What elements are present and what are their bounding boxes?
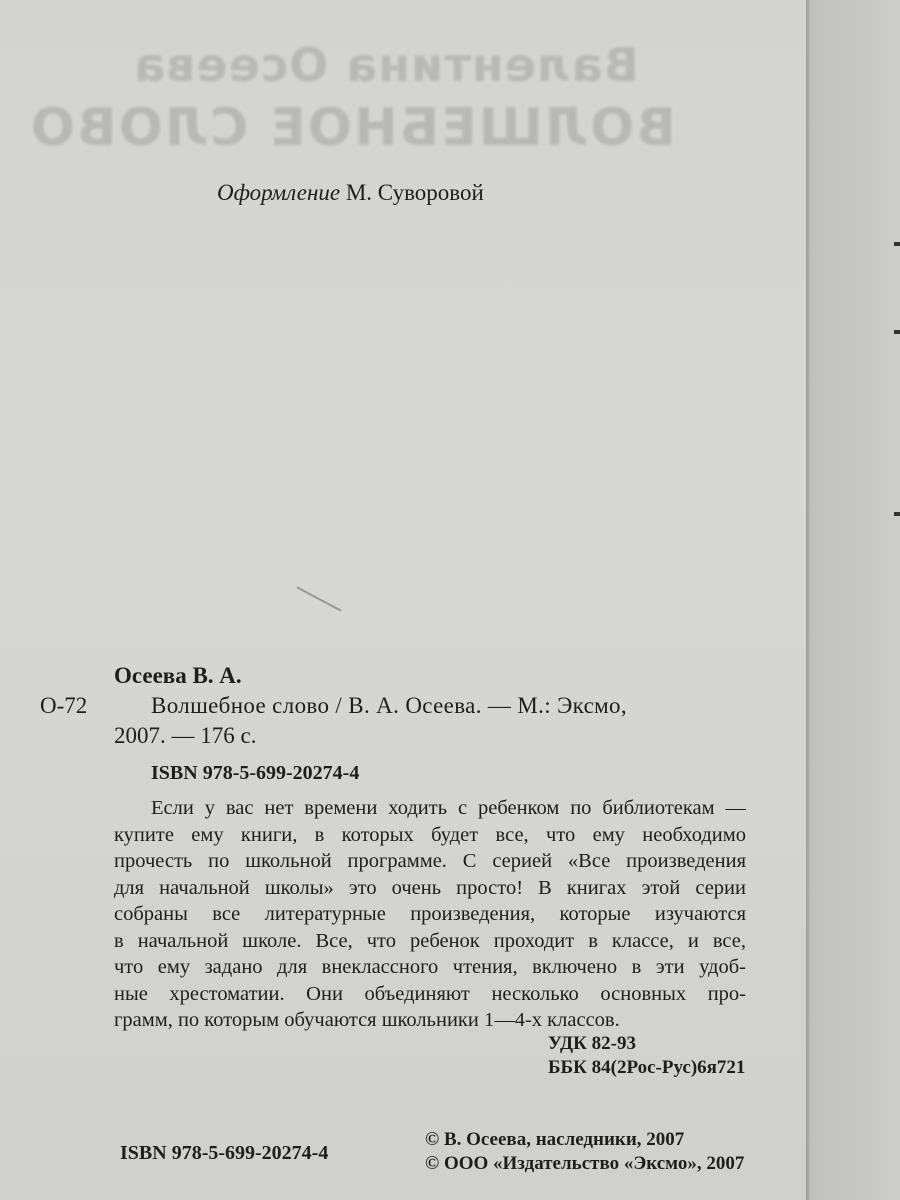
annotation-line: грамм, по которым обучаются школьники 1—4-х классов. <box>114 1009 620 1031</box>
bleed-through-author: Валентина Осеева <box>133 38 639 92</box>
annotation-line: в начальной школе. Все, что ребенок проходит в классе, и все, <box>114 929 746 952</box>
catalog-isbn: ISBN 978-5-699-20274-4 <box>151 762 360 784</box>
catalog-entry-line2: 2007. — 176 с. <box>114 723 257 748</box>
copyright-publisher: © ООО «Издательство «Эксмо», 2007 <box>425 1153 745 1174</box>
annotation-line: для начальной школы» это очень просто! В книгах этой серии <box>114 876 746 899</box>
adjacent-page-mark <box>894 242 900 246</box>
annotation-line: ные хрестоматии. Они объединяют несколько основных про- <box>114 982 746 1005</box>
design-credit-label: Оформление <box>217 180 341 205</box>
adjacent-page-mark <box>894 330 900 334</box>
annotation-line: Если у вас нет времени ходить с ребенком по библиотекам — <box>151 797 746 819</box>
udk-code: УДК 82-93 <box>548 1033 636 1054</box>
catalog-index: О-72 <box>40 693 88 718</box>
paper-scratch <box>296 586 341 611</box>
adjacent-page <box>810 0 900 1200</box>
annotation-line: прочесть по школьной программе. С серией «Все произведения <box>114 850 746 872</box>
annotation-line: что ему задано для внеклассного чтения, включено в эти удоб- <box>114 956 746 978</box>
copyright-author: © В. Осеева, наследники, 2007 <box>425 1129 685 1150</box>
catalog-entry-line1: Волшебное слово / В. А. Осеева. — М.: Эксмо, <box>151 693 627 718</box>
design-credit-name: М. Суворовой <box>345 180 484 205</box>
footer-isbn: ISBN 978-5-699-20274-4 <box>120 1142 329 1164</box>
bbk-code: ББК 84(2Рос-Рус)6я721 <box>548 1057 746 1078</box>
design-credit <box>217 180 484 206</box>
annotation-line: собраны все литературные произведения, которые изучаются <box>114 903 746 925</box>
adjacent-page-mark <box>894 512 900 516</box>
catalog-author: Осеева В. А. <box>114 663 242 688</box>
bleed-through-title: ВОЛШЕБНОЕ СЛОВО <box>28 98 676 158</box>
annotation-paragraph <box>114 795 746 1034</box>
annotation-line: купите ему книги, в которых будет все, что ему необходимо <box>114 823 746 846</box>
